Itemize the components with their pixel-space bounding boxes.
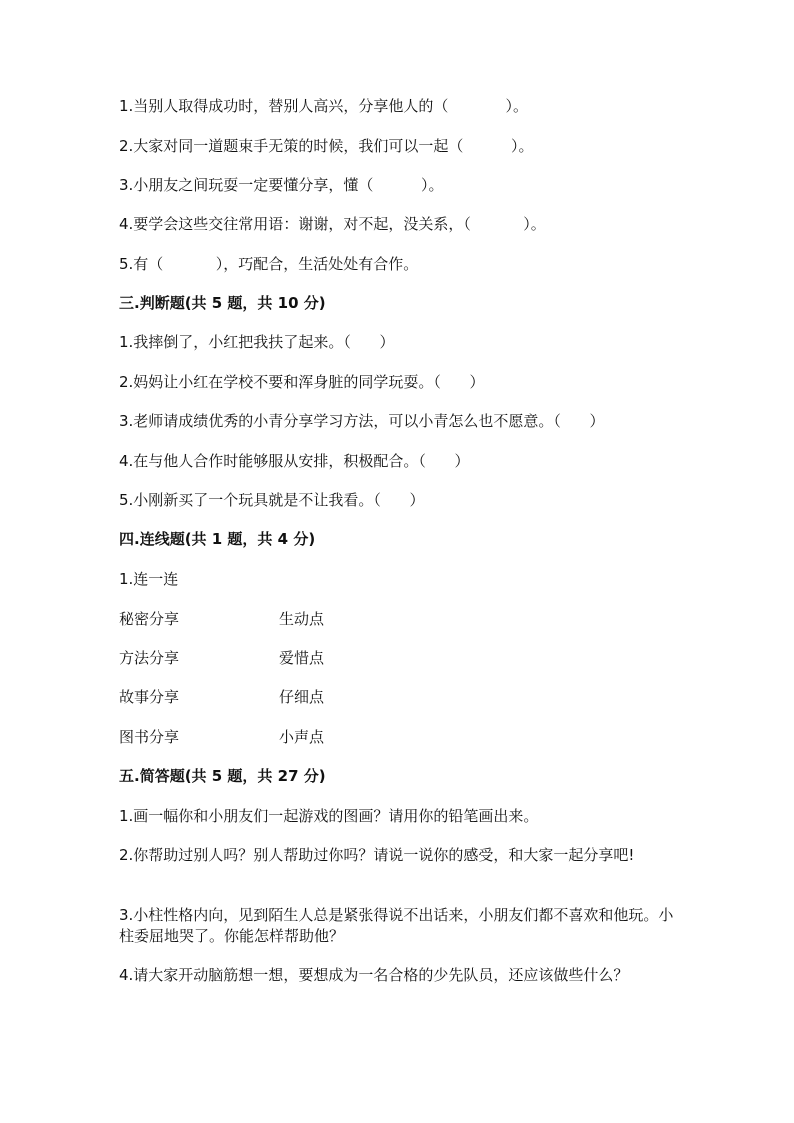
fill-blank-question-3 [119, 175, 444, 196]
question-text: ） [454, 452, 470, 470]
judgment-question-4 [119, 451, 469, 472]
question-text: ） [379, 333, 395, 351]
judgment-question-2 [119, 372, 484, 393]
answer-blank[interactable] [163, 255, 215, 273]
matching-right-item[interactable]: 爱惜点 [279, 649, 325, 667]
question-text: 1.当别人取得成功时，替别人高兴，分享他人的（ [119, 97, 449, 115]
fill-blank-question-2 [119, 136, 534, 157]
answer-blank[interactable] [426, 452, 455, 470]
matching-right-item[interactable]: 生动点 [279, 610, 325, 628]
matching-left-item[interactable]: 方法分享 [119, 649, 180, 667]
matching-left-item[interactable]: 秘密分享 [119, 610, 180, 628]
question-text: 5.小刚新买了一个玩具就是不让我看。（ [119, 491, 381, 509]
matching-right-item[interactable]: 仔细点 [279, 688, 325, 706]
question-text: ） [469, 373, 485, 391]
matching-right-item[interactable]: 小声点 [279, 728, 325, 746]
question-text: 4.要学会这些交往常用语：谢谢，对不起，没关系，（ [119, 215, 471, 233]
answer-blank[interactable] [561, 412, 590, 430]
answer-blank[interactable] [351, 333, 380, 351]
fill-blank-question-5 [119, 254, 418, 275]
question-text: 3.小朋友之间玩耍一定要懂分享，懂（ [119, 176, 374, 194]
fill-blank-question-1 [119, 96, 528, 117]
answer-blank[interactable] [471, 215, 523, 233]
question-text: 2.妈妈让小红在学校不要和浑身脏的同学玩耍。（ [119, 373, 441, 391]
matching-left-item[interactable]: 图书分享 [119, 728, 180, 746]
question-text: ）。 [511, 137, 534, 155]
question-text: ）。 [505, 97, 529, 115]
question-text: ）。 [523, 215, 546, 233]
answer-blank[interactable] [448, 97, 505, 115]
question-text: 4.在与他人合作时能够服从安排，积极配合。（ [119, 452, 426, 470]
answer-blank[interactable] [373, 176, 421, 194]
question-text: 2.大家对同一道题束手无策的时候，我们可以一起（ [119, 137, 464, 155]
question-text: ）。 [421, 176, 444, 194]
judgment-question-1 [119, 332, 394, 353]
matching-question: 1.连一连 [119, 570, 179, 588]
answer-blank[interactable] [441, 373, 470, 391]
question-text: 1.我摔倒了，小红把我扶了起来。（ [119, 333, 351, 351]
answer-blank[interactable] [463, 137, 511, 155]
question-text: ） [409, 491, 425, 509]
judgment-question-5 [119, 490, 424, 511]
section-heading-short-answer: 五.简答题(共 5 题，共 27 分) [119, 767, 326, 785]
short-answer-question-2: 2.你帮助过别人吗？别人帮助过你吗？请说一说你的感受，和大家一起分享吧! [119, 846, 635, 864]
judgment-question-3 [119, 411, 604, 432]
matching-left-item[interactable]: 故事分享 [119, 688, 180, 706]
short-answer-question-3: 3.小柱性格内向，见到陌生人总是紧张得说不出话来，小朋友们都不喜欢和他玩。小柱委屈地哭了。你能怎样帮助他？ [119, 906, 674, 945]
question-text: 3.老师请成绩优秀的小青分享学习方法，可以小青怎么也不愿意。（ [119, 412, 561, 430]
question-text: 5.有（ [119, 255, 164, 273]
section-heading-matching: 四.连线题(共 1 题，共 4 分) [119, 530, 316, 548]
answer-blank[interactable] [381, 491, 410, 509]
section-heading-judgment: 三.判断题(共 5 题，共 10 分) [119, 294, 326, 312]
short-answer-question-4: 4.请大家开动脑筋想一想，要想成为一名合格的少先队员，还应该做些什么？ [119, 966, 629, 984]
question-text: ），巧配合，生活处处有合作。 [215, 255, 419, 273]
fill-blank-question-4 [119, 214, 546, 235]
short-answer-question-1: 1.画一幅你和小朋友们一起游戏的图画？请用你的铅笔画出来。 [119, 807, 539, 825]
question-text: ） [589, 412, 605, 430]
